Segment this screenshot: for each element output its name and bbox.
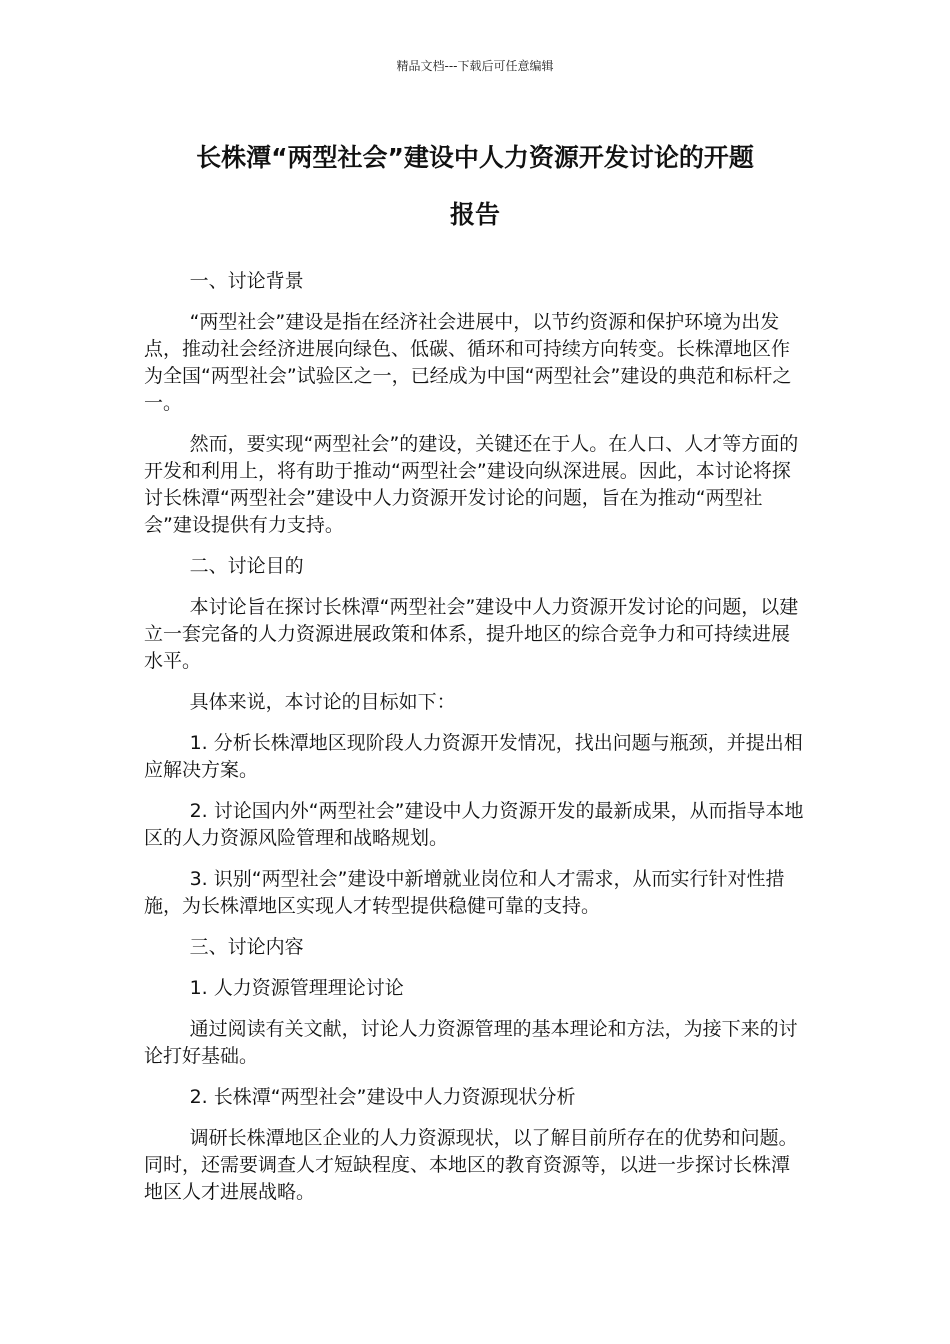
document-body [144,268,804,1220]
list-item: 1. 分析长株潭地区现阶段人力资源开发情况，找出问题与瓶颈，并提出相应解决方案。 [144,732,803,781]
section-heading-purpose: 二、讨论目的 [189,555,304,577]
section-heading-background: 一、讨论背景 [189,270,304,292]
document-title-line-1: 长株潭“两型社会”建设中人力资源开发讨论的开题 [196,143,754,172]
list-item: 2. 讨论国内外“两型社会”建设中人力资源开发的最新成果，从而指导本地区的人力资源风险管理和战略规划。 [144,800,804,849]
body-paragraph: 通过阅读有关文献，讨论人力资源管理的基本理论和方法，为接下来的讨论打好基础。 [144,1018,798,1067]
watermark-header: 精品文档---下载后可任意编辑 [396,59,554,73]
body-paragraph: 本讨论旨在探讨长株潭“两型社会”建设中人力资源开发讨论的问题，以建立一套完备的人力资源进展政策和体系，提升地区的综合竞争力和可持续进展水平。 [144,596,799,672]
body-paragraph: 然而，要实现“两型社会”的建设，关键还在于人。在人口、人才等方面的开发和利用上，将有助于推动“两型社会”建设向纵深进展。因此，本讨论将探讨长株潭“两型社会”建设中人力资源开发讨论的问题，旨在为推动“两型社会”建设提供有力支持。 [144,433,799,536]
body-paragraph: 具体来说，本讨论的目标如下： [189,691,456,713]
document-title-line-2: 报告 [449,200,500,229]
body-paragraph: “两型社会”建设是指在经济社会进展中，以节约资源和保护环境为出发点，推动社会经济进展向绿色、低碳、循环和可持续方向转变。长株潭地区作为全国“两型社会”试验区之一，已经成为中国“两型社会”建设的典范和标杆之一。 [144,311,792,414]
body-paragraph: 调研长株潭地区企业的人力资源现状，以了解目前所存在的优势和问题。同时，还需要调查人才短缺程度、本地区的教育资源等，以进一步探讨长株潭地区人才进展战略。 [144,1127,798,1203]
section-heading-content: 三、讨论内容 [189,936,304,958]
subsection-heading: 1. 人力资源管理理论讨论 [189,977,404,999]
list-item: 3. 识别“两型社会”建设中新增就业岗位和人才需求，从而实行针对性措施，为长株潭地区实现人才转型提供稳健可靠的支持。 [144,868,785,917]
subsection-heading: 2. 长株潭“两型社会”建设中人力资源现状分析 [189,1086,576,1108]
